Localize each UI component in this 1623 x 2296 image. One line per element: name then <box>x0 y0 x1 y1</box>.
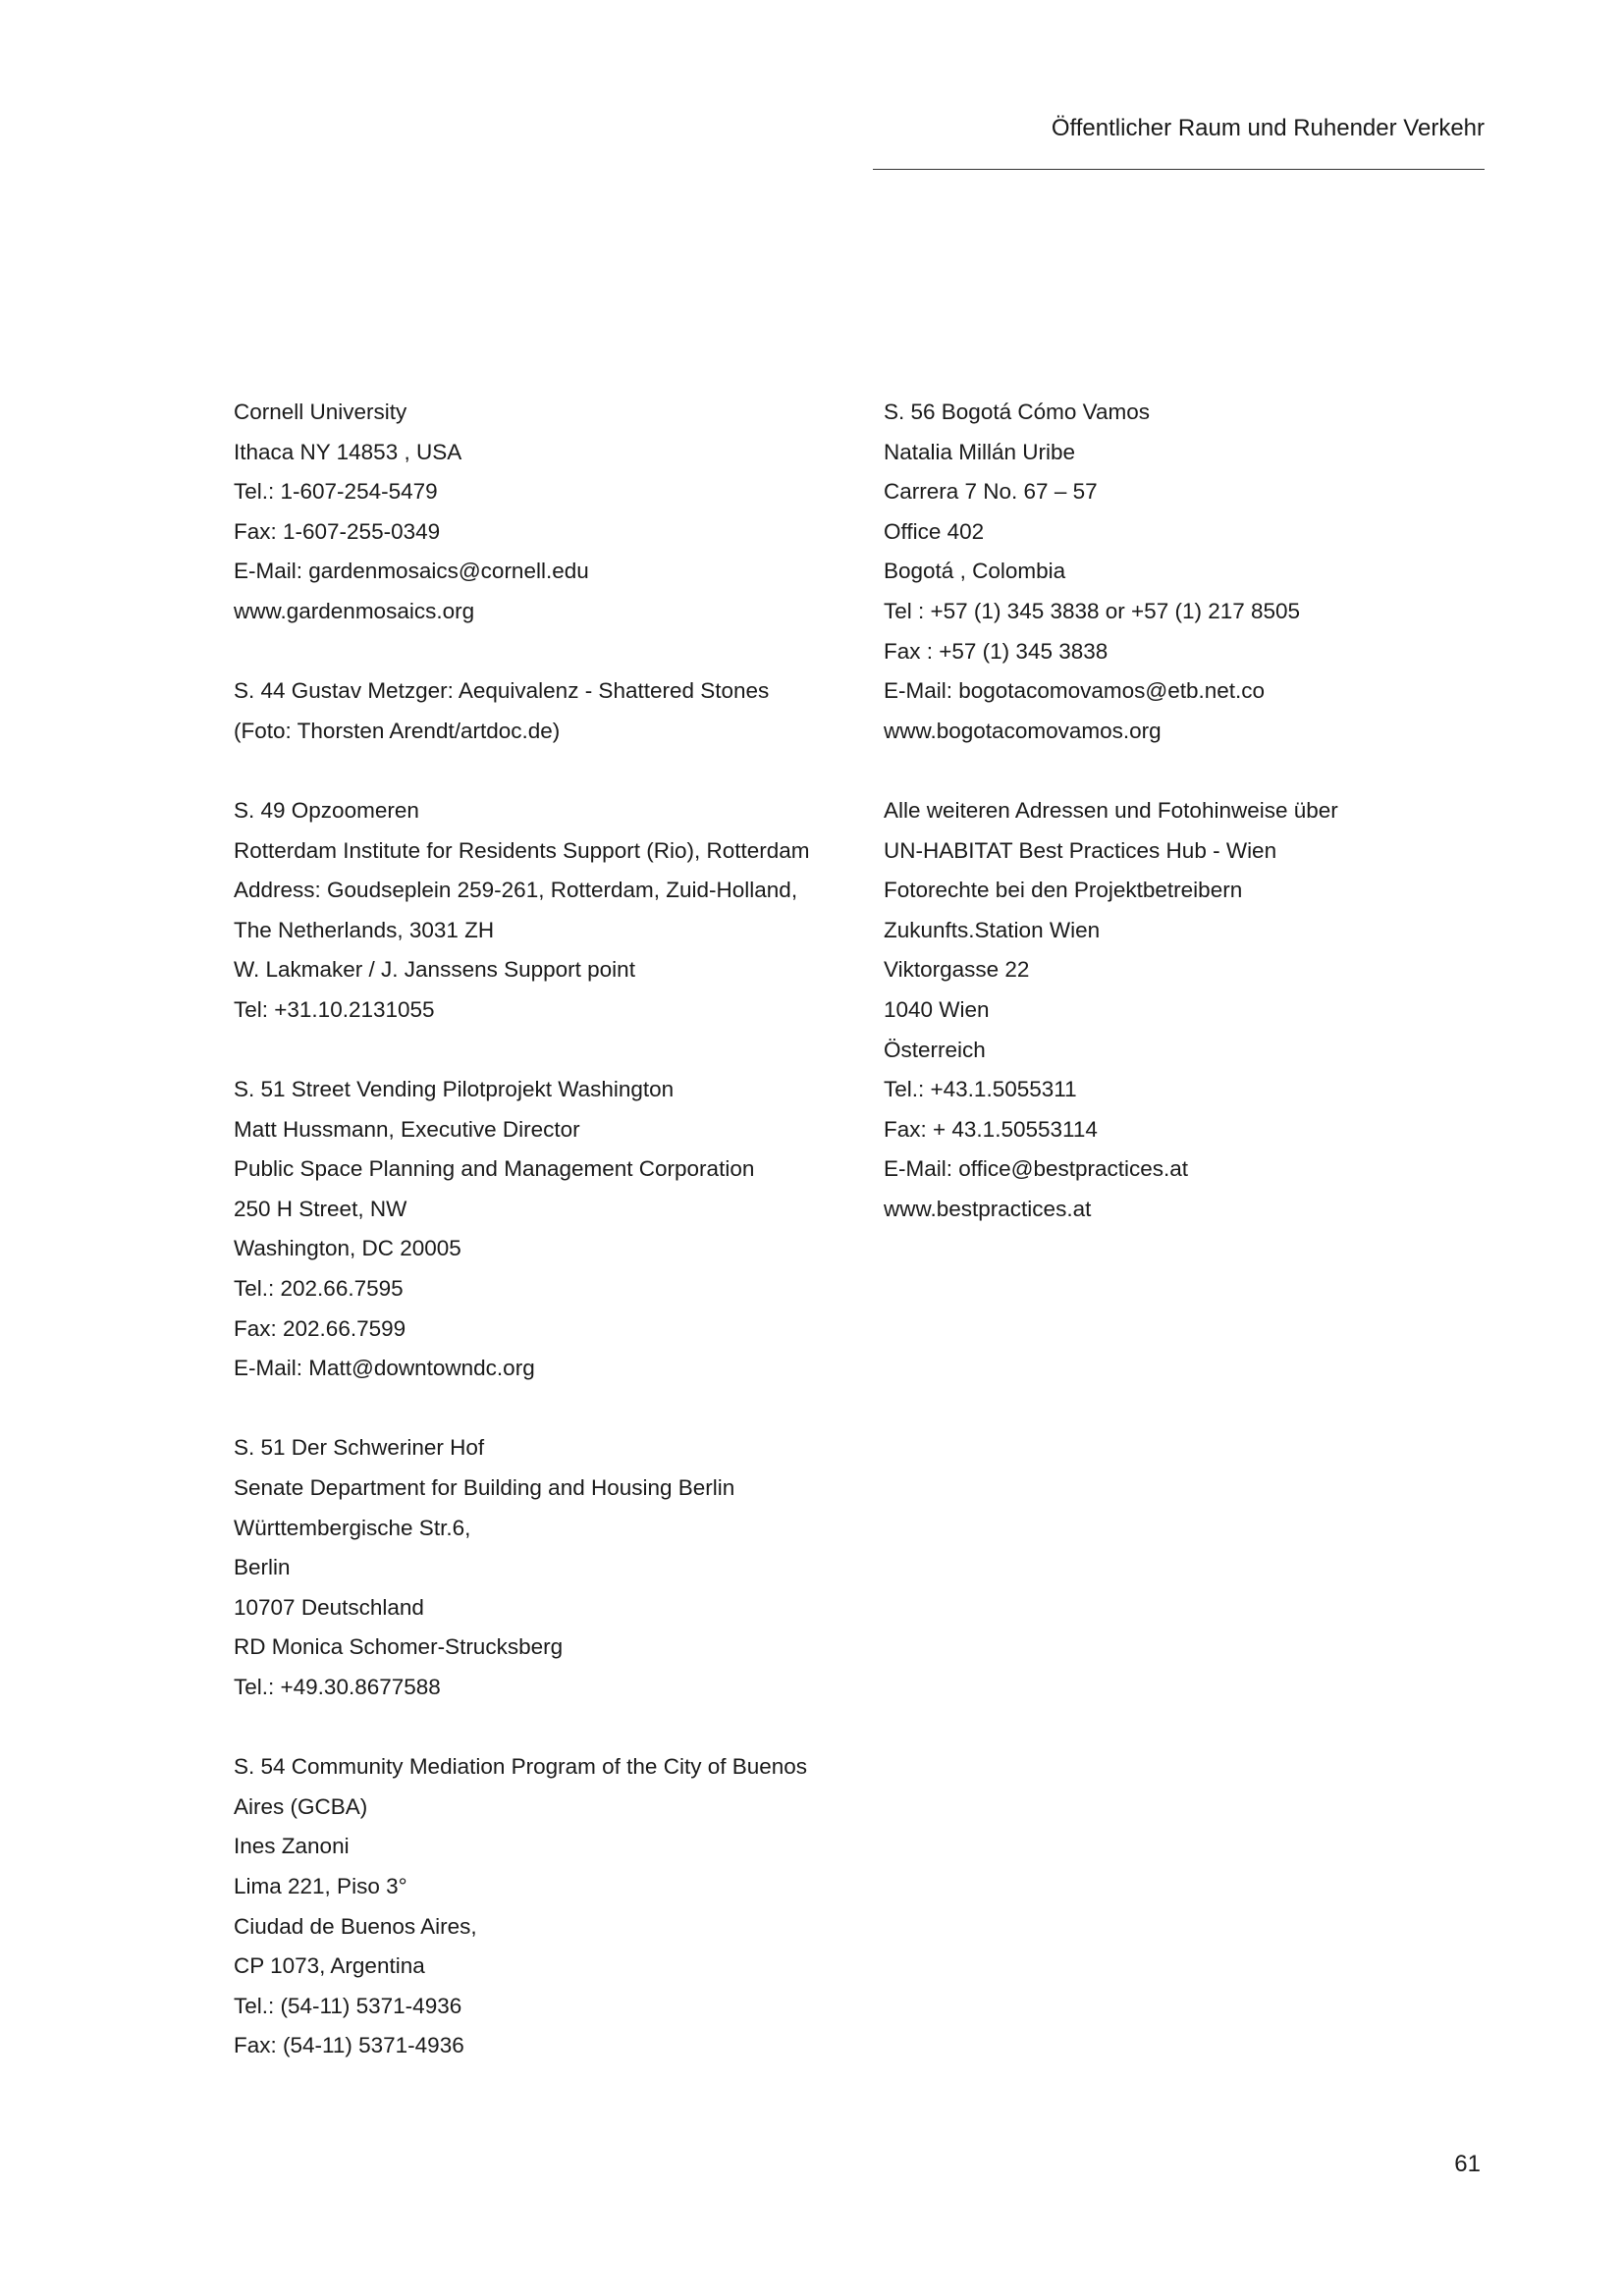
address-line: 1040 Wien <box>884 996 990 1022</box>
address-entry <box>234 791 862 1031</box>
address-line: Matt Hussmann, Executive Director <box>234 1116 580 1142</box>
address-entry <box>884 393 1492 751</box>
address-line: Public Space Planning and Management Corporation <box>234 1156 755 1182</box>
address-line: Fax: 202.66.7599 <box>234 1315 406 1341</box>
address-line: Berlin <box>234 1555 291 1580</box>
address-line: Senate Department for Building and Housing Berlin <box>234 1475 735 1501</box>
header-rule <box>873 169 1485 170</box>
address-line: E-Mail: bogotacomovamos@etb.net.co <box>884 678 1266 704</box>
address-line: Tel.: 202.66.7595 <box>234 1276 404 1302</box>
address-line: www.bestpractices.at <box>884 1196 1092 1221</box>
address-line: S. 51 Street Vending Pilotprojekt Washington <box>234 1077 675 1102</box>
entry-spacer <box>234 1389 862 1429</box>
address-line: Cornell University <box>234 400 407 424</box>
address-line: S. 56 Bogotá Cómo Vamos <box>884 400 1150 424</box>
address-line: E-Mail: office@bestpractices.at <box>884 1156 1189 1182</box>
address-line: Lima 221, Piso 3° <box>234 1873 407 1898</box>
address-entry <box>234 1070 862 1389</box>
right-column <box>884 393 1492 1229</box>
address-line: Tel.: 1-607-254-5479 <box>234 479 438 505</box>
address-line: Bogotá , Colombia <box>884 559 1066 584</box>
address-line: Ines Zanoni <box>234 1834 350 1859</box>
address-line: www.bogotacomovamos.org <box>884 718 1162 743</box>
address-entry <box>234 1747 862 2066</box>
address-line: Tel.: (54-11) 5371-4936 <box>234 1993 462 2018</box>
address-line: www.gardenmosaics.org <box>234 598 475 623</box>
address-line: E-Mail: gardenmosaics@cornell.edu <box>234 559 589 584</box>
address-entry <box>234 671 862 751</box>
address-entry <box>884 791 1492 1230</box>
address-line: Carrera 7 No. 67 – 57 <box>884 479 1098 505</box>
address-line: Tel.: +43.1.5055311 <box>884 1077 1077 1102</box>
address-line: Tel.: +49.30.8677588 <box>234 1675 441 1699</box>
address-line: Natalia Millán Uribe <box>884 439 1076 464</box>
address-line: RD Monica Schomer-Strucksberg <box>234 1634 564 1660</box>
entry-spacer <box>234 751 862 791</box>
address-line: E-Mail: Matt@downtowndc.org <box>234 1356 535 1381</box>
entry-spacer <box>234 632 862 672</box>
address-line: Tel : +57 (1) 345 3838 or +57 (1) 217 8505 <box>884 598 1301 623</box>
page-number: 61 <box>1454 2151 1481 2177</box>
address-line: W. Lakmaker / J. Janssens Support point <box>234 957 635 983</box>
address-line: (Foto: Thorsten Arendt/artdoc.de) <box>234 718 561 743</box>
address-line: Aires (GCBA) <box>234 1793 368 1819</box>
address-line: S. 51 Der Schweriner Hof <box>234 1435 485 1461</box>
address-line: Alle weiteren Adressen und Fotohinweise über <box>884 797 1338 823</box>
address-line: Ithaca NY 14853 , USA <box>234 439 462 464</box>
left-column <box>234 393 862 2066</box>
address-line: Fax: 1-607-255-0349 <box>234 518 441 544</box>
address-line: Viktorgasse 22 <box>884 957 1030 983</box>
address-line: 250 H Street, NW <box>234 1196 407 1221</box>
address-line: Fax: + 43.1.50553114 <box>884 1116 1098 1142</box>
address-entry <box>234 1428 862 1707</box>
address-line: Office 402 <box>884 518 985 544</box>
address-line: Österreich <box>884 1037 986 1062</box>
entry-spacer <box>234 1708 862 1748</box>
address-line: Washington, DC 20005 <box>234 1236 461 1261</box>
address-line: Tel: +31.10.2131055 <box>234 996 435 1022</box>
address-line: Fax : +57 (1) 345 3838 <box>884 638 1109 664</box>
address-line: CP 1073, Argentina <box>234 1953 425 1979</box>
address-line: Address: Goudseplein 259-261, Rotterdam, Zuid-Holland, <box>234 878 798 903</box>
address-line: S. 44 Gustav Metzger: Aequivalenz - Shattered Stones <box>234 678 770 704</box>
address-line: Rotterdam Institute for Residents Support (Rio), Rotterdam <box>234 837 810 863</box>
address-line: Ciudad de Buenos Aires, <box>234 1913 477 1939</box>
entry-spacer <box>884 751 1492 791</box>
running-header: Öffentlicher Raum und Ruhender Verkehr <box>1051 115 1485 141</box>
address-line: Fotorechte bei den Projektbetreibern <box>884 878 1243 903</box>
entry-spacer <box>234 1031 862 1071</box>
address-line: Zukunfts.Station Wien <box>884 917 1101 942</box>
address-line: S. 54 Community Mediation Program of the City of Buenos <box>234 1754 808 1780</box>
address-entry <box>234 393 862 632</box>
address-line: UN-HABITAT Best Practices Hub - Wien <box>884 837 1277 863</box>
address-line: Fax: (54-11) 5371-4936 <box>234 2033 464 2058</box>
address-line: Württembergische Str.6, <box>234 1515 471 1540</box>
address-line: The Netherlands, 3031 ZH <box>234 917 495 942</box>
address-line: S. 49 Opzoomeren <box>234 797 419 823</box>
address-line: 10707 Deutschland <box>234 1594 424 1620</box>
